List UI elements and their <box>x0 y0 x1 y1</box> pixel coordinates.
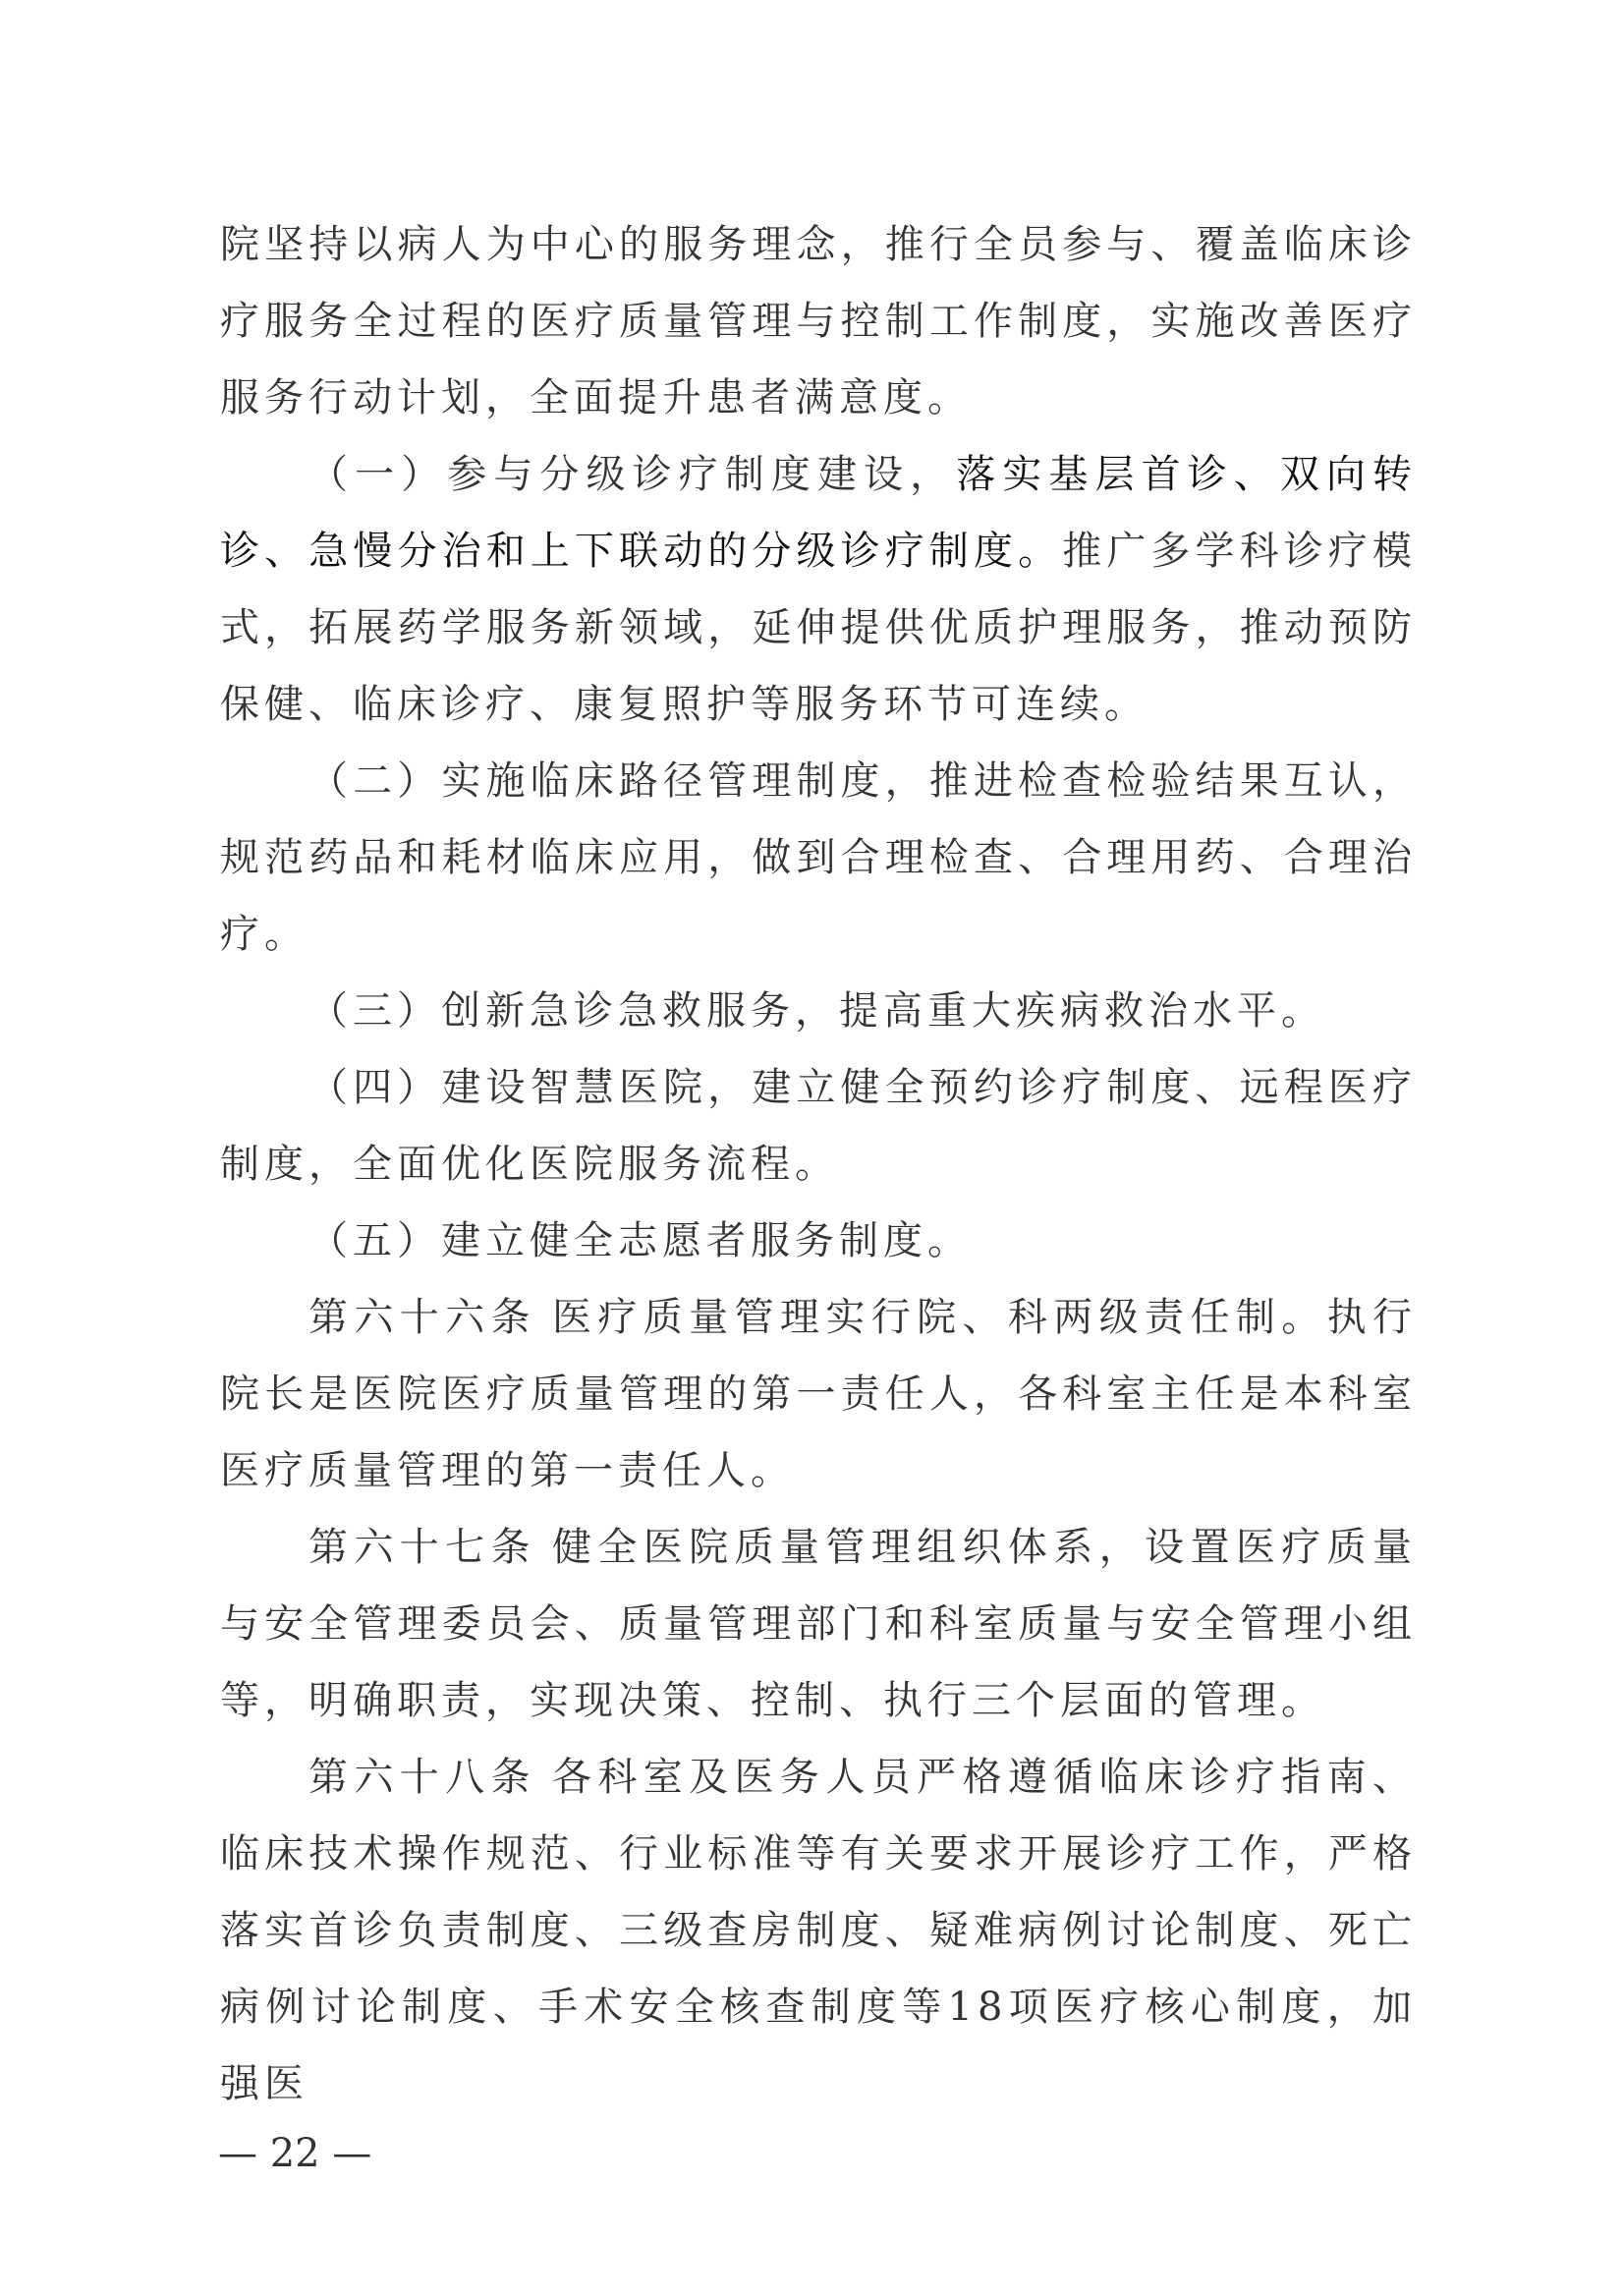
paragraph-item-4 <box>220 1049 1417 1203</box>
article-67 <box>220 1509 1417 1739</box>
paragraph-text-part: （一）参与分级诊疗制度建设， <box>308 452 957 497</box>
article-66 <box>220 1279 1417 1509</box>
paragraph-text: （二）实施临床路径管理制度，推进检查检验结果互认，规范药品和耗材临床应用，做到合理检查、合理用药、合理治疗。 <box>220 758 1417 957</box>
paragraph-item-2 <box>220 743 1417 973</box>
paragraph-item-5 <box>220 1203 1417 1279</box>
paragraph-item-3 <box>220 973 1417 1049</box>
paragraph-text: （五）建立健全志愿者服务制度。 <box>308 1218 972 1263</box>
paragraph-item-1 <box>220 436 1417 743</box>
article-text: 各科室及医务人员严格遵循临床诊疗指南、临床技术操作规范、行业标准等有关要求开展诊疗工作，严格落实首诊负责制度、三级查房制度、疑难病例讨论制度、死亡病例讨论制度、手术安全核查制度等18项医疗核心制度，加强医 <box>220 1755 1418 2106</box>
page-number: — 22 — <box>218 2131 372 2176</box>
paragraph-text-part: 推广多学科诊疗模式，拓展药学服务新领域，延伸提供优质护理服务，推动预防保健、临床诊疗、康复照护等服务环节可连续。 <box>220 529 1418 727</box>
article-text: 医疗质量管理实行院、科两级责任制。执行院长是医院医疗质量管理的第一责任人，各科室主任是本科室医疗质量管理的第一责任人。 <box>220 1295 1418 1493</box>
paragraph-text-emphasis: 落实基层首诊、双向转诊、急慢分治和上下联动的分级诊疗制度。 <box>220 452 1418 574</box>
article-text: 健全医院质量管理组织体系，设置医疗质量与安全管理委员会、质量管理部门和科室质量与安全管理小组等，明确职责，实现决策、控制、执行三个层面的管理。 <box>220 1525 1418 1723</box>
paragraph-text: 院坚持以病人为中心的服务理念，推行全员参与、覆盖临床诊疗服务全过程的医疗质量管理与控制工作制度，实施改善医疗服务行动计划，全面提升患者满意度。 <box>220 222 1417 420</box>
article-number: 第六十八条 <box>308 1755 536 1800</box>
paragraph-continuation <box>220 206 1417 436</box>
paragraph-text: （四）建设智慧医院，建立健全预约诊疗制度、远程医疗制度，全面优化医院服务流程。 <box>220 1065 1417 1187</box>
paragraph-text: （三）创新急诊急救服务，提高重大疾病救治水平。 <box>308 988 1325 1034</box>
article-number: 第六十七条 <box>308 1525 536 1570</box>
document-body <box>220 206 1417 2122</box>
article-number: 第六十六条 <box>308 1295 536 1340</box>
article-68 <box>220 1739 1417 2122</box>
